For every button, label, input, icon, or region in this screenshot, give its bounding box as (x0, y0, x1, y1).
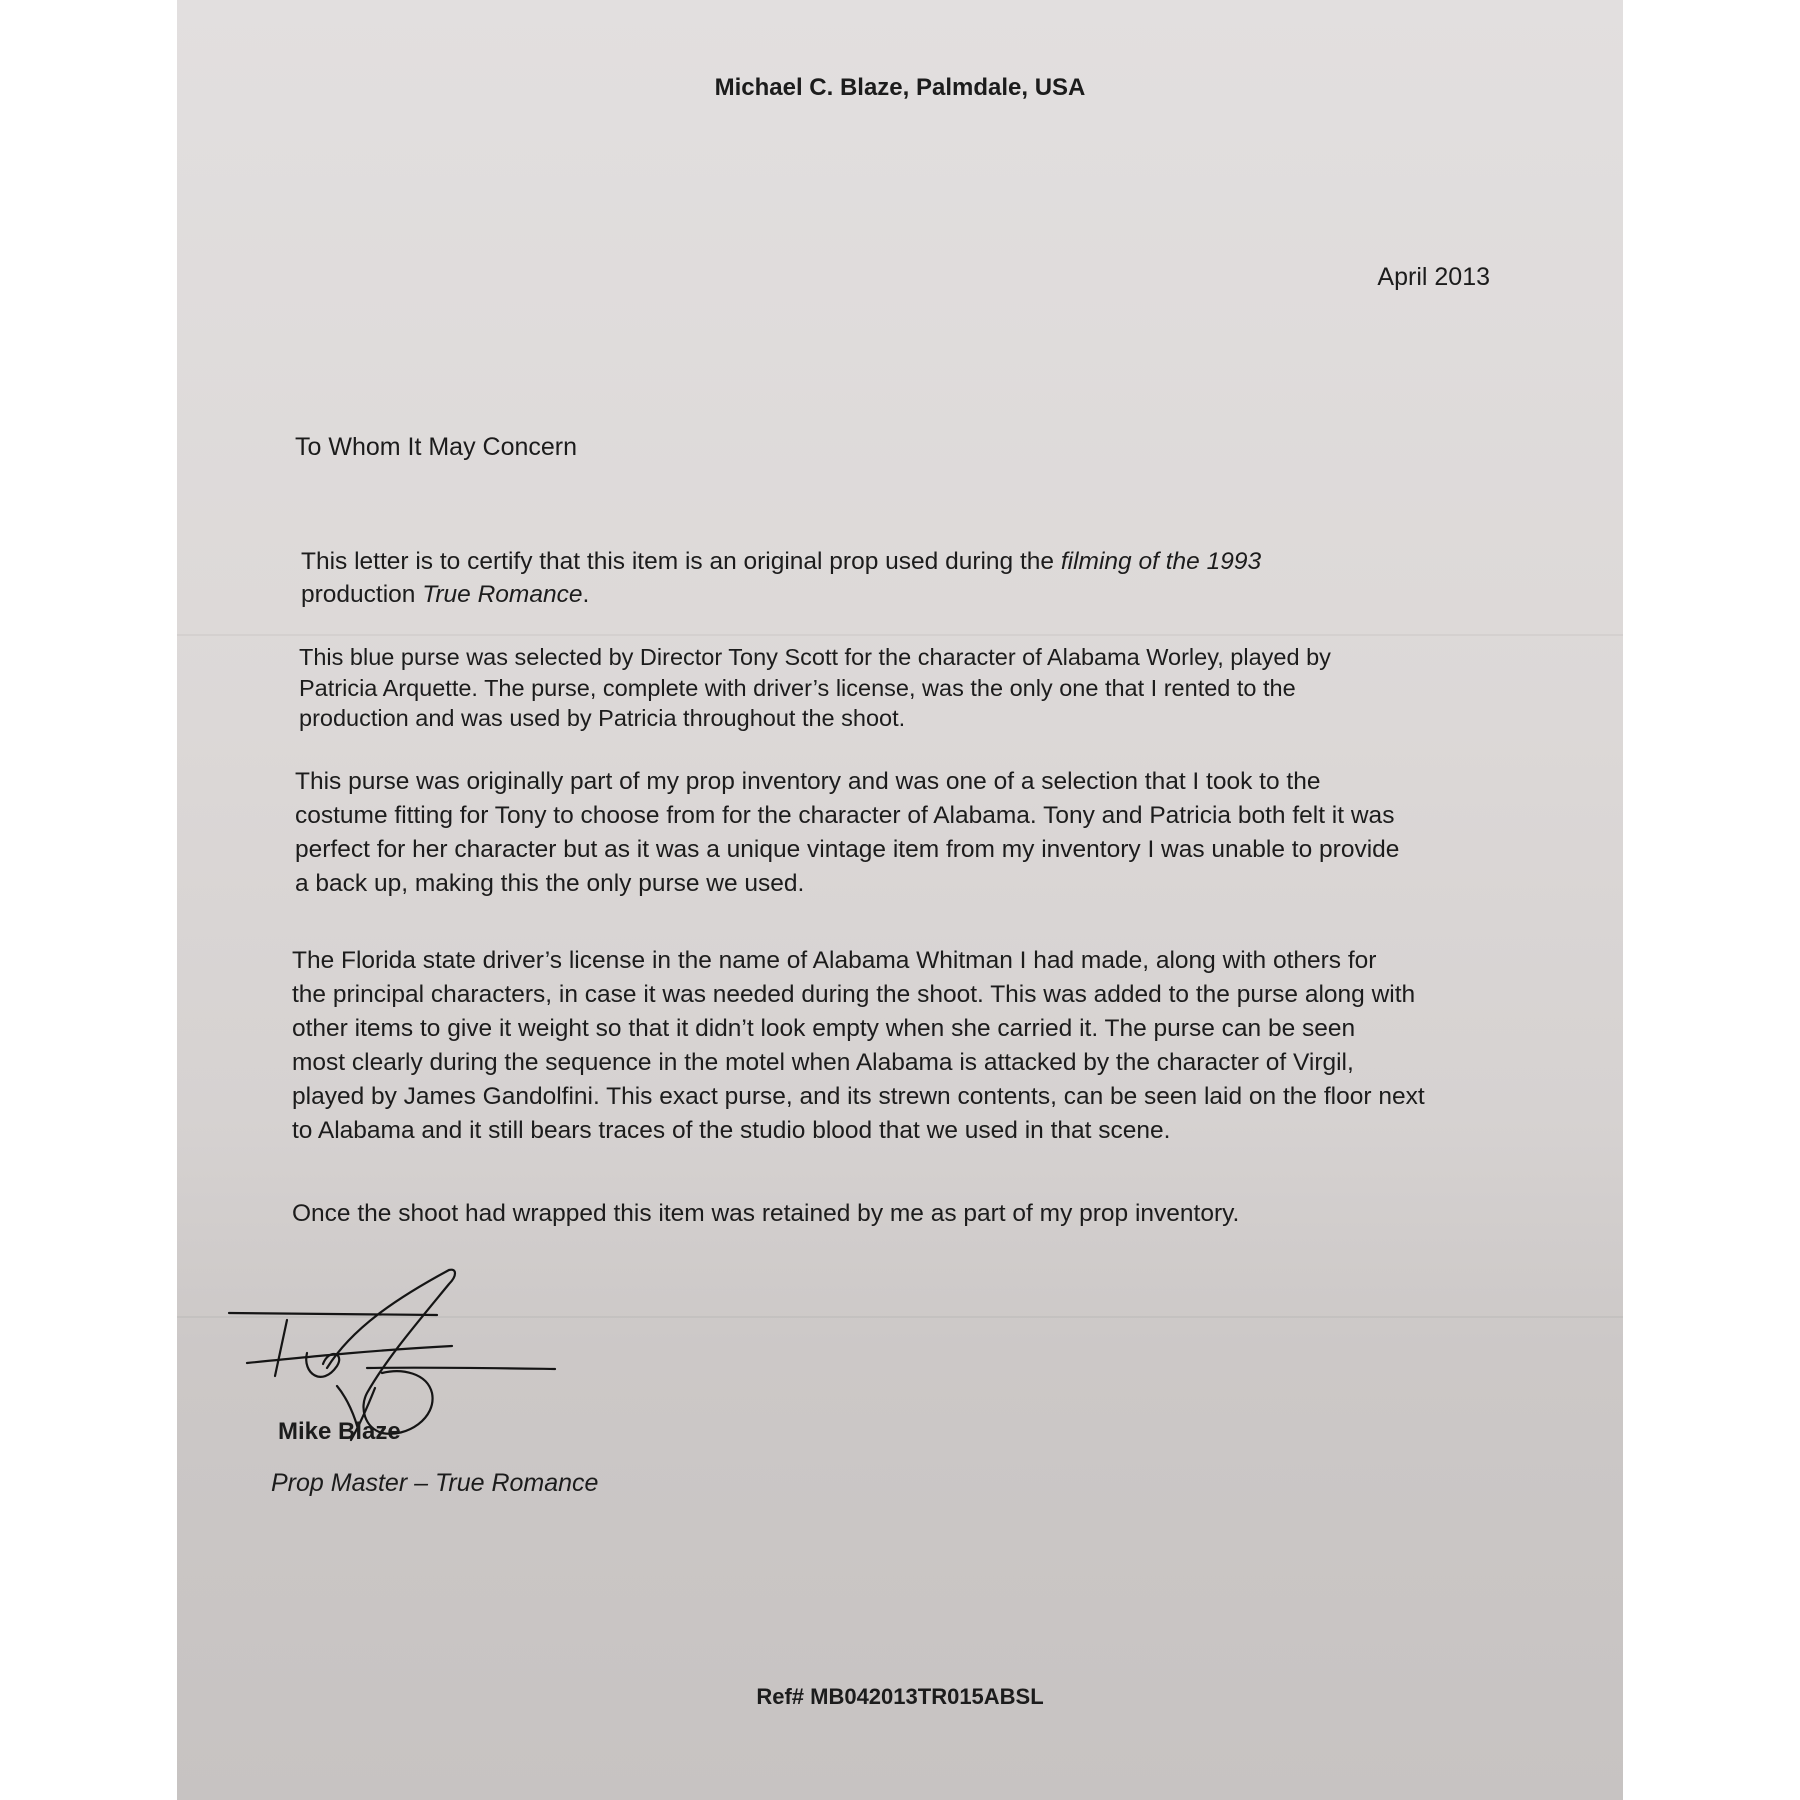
paragraph-line: most clearly during the sequence in the motel when Alabama is attacked by the character of Virgil, (292, 1049, 1354, 1076)
paragraph-certification (301, 545, 1481, 611)
paragraph-line: production and was used by Patricia throughout the shoot. (299, 705, 906, 731)
paragraph-line: The Florida state driver’s license in the name of Alabama Whitman I had made, along with others for (292, 947, 1377, 974)
letter-salutation: To Whom It May Concern (295, 433, 578, 461)
paragraph-prop-inventory (295, 765, 1475, 901)
paragraph-line: a back up, making this the only purse we used. (295, 870, 805, 897)
paragraph-line: This letter is to certify that this item is an original prop used during the filming of the 1993 (301, 548, 1262, 575)
letter-sender: Michael C. Blaze, Palmdale, USA (714, 74, 1086, 101)
paragraph-line: played by James Gandolfini. This exact purse, and its strewn contents, can be seen laid on the floor next (292, 1083, 1425, 1110)
paragraph-line: costume fitting for Tony to choose from for the character of Alabama. Tony and Patricia both felt it was (295, 802, 1395, 829)
reference-number: Ref# MB042013TR015ABSL (756, 1684, 1044, 1709)
paragraph-purse-selection (299, 642, 1479, 734)
paragraph-line: production True Romance. (301, 581, 590, 608)
paragraph-line: the principal characters, in case it was needed during the shoot. This was added to the purse along with (292, 981, 1416, 1008)
paper-fold-line (177, 634, 1623, 636)
paragraph-line: Patricia Arquette. The purse, complete with driver’s license, was the only one that I rented to the (299, 674, 1296, 701)
paragraph-line: This blue purse was selected by Director Tony Scott for the character of Alabama Worley, played by (299, 644, 1331, 670)
signature-title: Prop Master – True Romance (271, 1469, 599, 1497)
letter-page (177, 0, 1623, 1800)
paragraph-line: perfect for her character but as it was a unique vintage item from my inventory I was unable to provide (295, 836, 1400, 863)
paragraph-line: other items to give it weight so that it didn’t look empty when she carried it. The purse can be seen (292, 1015, 1356, 1042)
paragraph-line: to Alabama and it still bears traces of the studio blood that we used in that scene. (292, 1117, 1171, 1144)
paragraph-retained: Once the shoot had wrapped this item was retained by me as part of my prop inventory. (292, 1200, 1240, 1227)
paragraph-drivers-license (292, 944, 1472, 1148)
letter-date: April 2013 (1377, 263, 1490, 291)
signature-name: Mike Blaze (278, 1418, 401, 1445)
paragraph-line: This purse was originally part of my prop inventory and was one of a selection that I took to the (295, 768, 1321, 795)
